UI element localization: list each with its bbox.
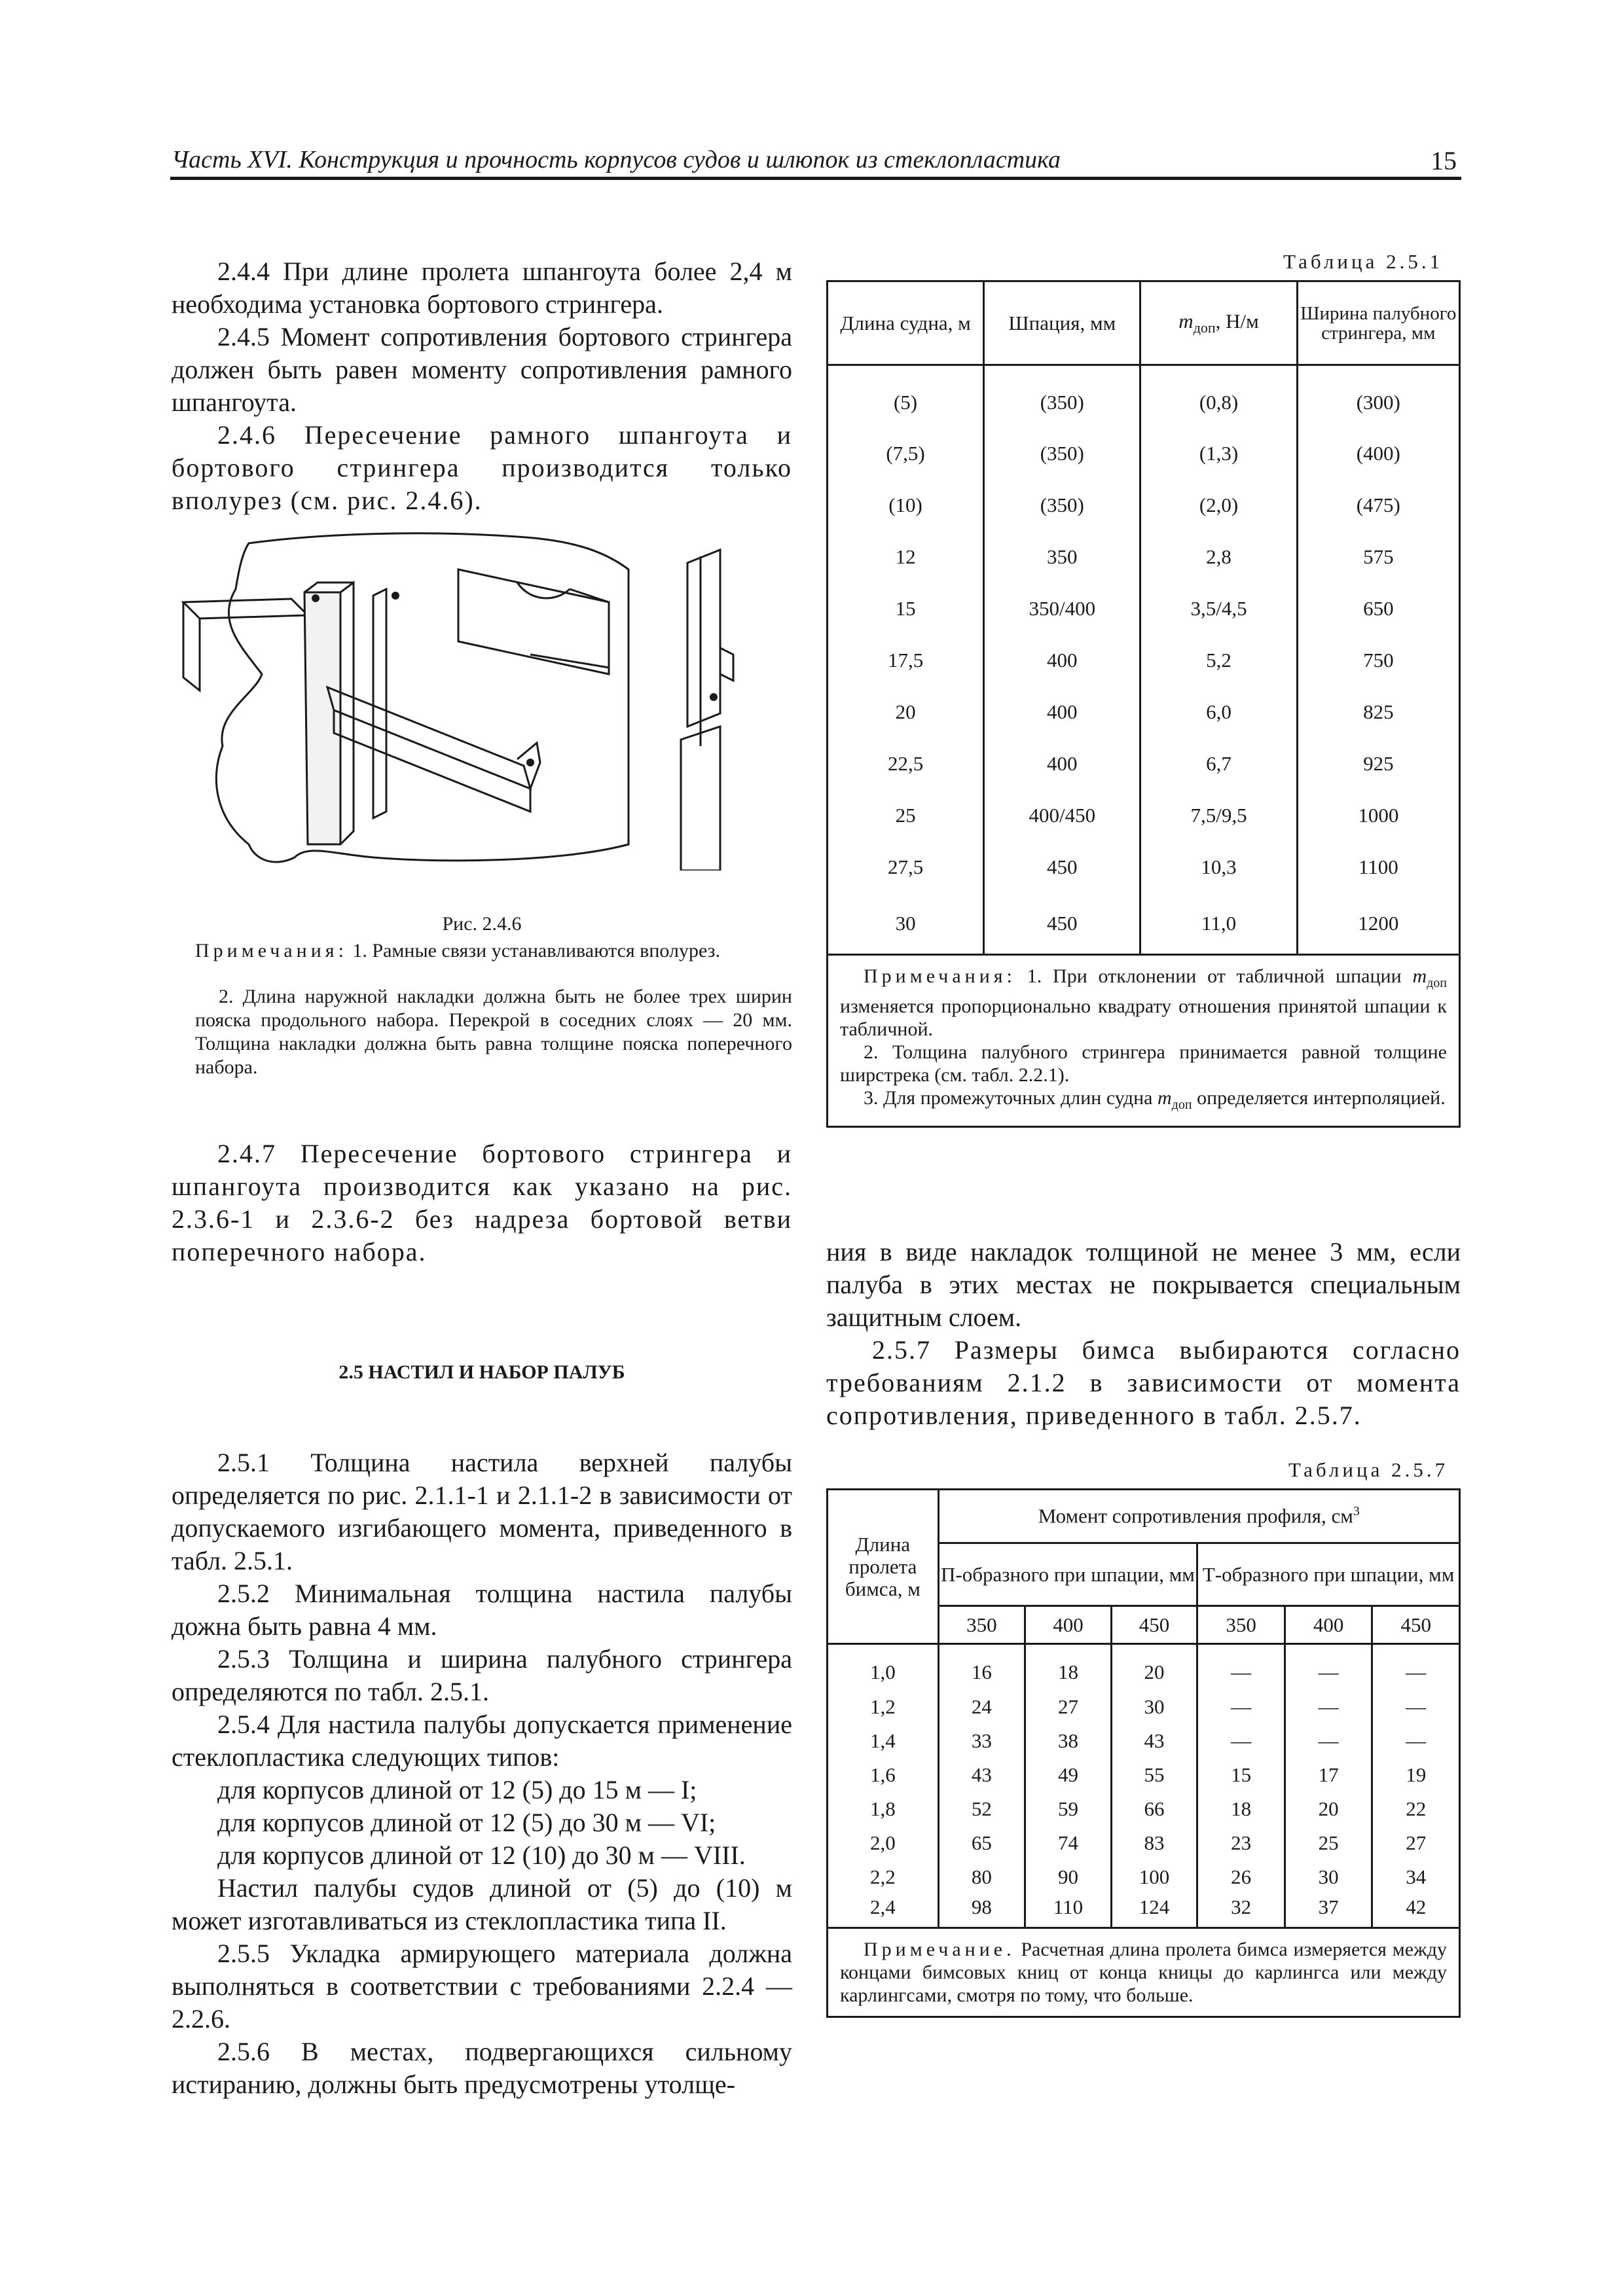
table-cell: 1,8 <box>828 1792 939 1826</box>
para-2-5-1: 2.5.1 Толщина настила верхней палубы определяется по рис. 2.1.1-1 и 2.1.1-2 в зависимости от допускаемого изгибающего момента, приведенного в табл. 2.5.1. <box>172 1448 792 1575</box>
table-cell: 65 <box>938 1826 1025 1860</box>
col-header: Ширина палубного стрингера, мм <box>1297 281 1459 365</box>
table-cell: 49 <box>1025 1758 1112 1792</box>
table-cell: 400 <box>984 687 1140 738</box>
table-cell: 124 <box>1111 1894 1197 1928</box>
table-cell: 52 <box>938 1792 1025 1826</box>
table-cell: 25 <box>1285 1826 1372 1860</box>
table-cell: 1000 <box>1297 790 1459 842</box>
note-1: Примечания: 1. При отклонении от табличной шпации $m_{доп}$ изменяется пропорционально квадрату отношения принятой шпации к табличной. <box>840 965 1447 1040</box>
col-header-length: Длина пролета бимса, м <box>828 1490 939 1644</box>
para-2-5-6-cont: ния в виде накладок толщиной не менее 3 мм, если палуба в этих местах не покрывается специальным защитным слоем. <box>826 1237 1461 1332</box>
table-cell: — <box>1372 1690 1460 1724</box>
para-2-5-2: 2.5.2 Минимальная толщина настила палубы дожна быть равна 4 мм. <box>172 1579 792 1641</box>
table-cell: 15 <box>828 583 984 635</box>
note-2: 2. Толщина палубного стрингера принимается равной толщине ширстрека (см. табл. 2.2.1). <box>840 1041 1447 1086</box>
para-2-5-4: 2.5.4 Для настила палубы допускается применение стеклопластика следующих типов: <box>172 1710 792 1772</box>
table-row <box>828 583 1460 635</box>
table-cell: — <box>1372 1644 1460 1690</box>
table-cell: 23 <box>1197 1826 1285 1860</box>
table-cell: 110 <box>1025 1894 1112 1928</box>
table-row <box>828 1758 1460 1792</box>
table-cell: 400 <box>984 635 1140 687</box>
table-cell: — <box>1285 1724 1372 1758</box>
para-2-5-6: 2.5.6 В местах, подвергающихся сильному истиранию, должны быть предусмотрены утолще- <box>172 2037 792 2099</box>
table-cell: 24 <box>938 1690 1025 1724</box>
table-cell: (300) <box>1297 365 1459 428</box>
table-cell: 30 <box>1285 1860 1372 1894</box>
table-cell: 18 <box>1197 1792 1285 1826</box>
para-2-5-5: 2.5.5 Укладка армирующего материала должна выполняться в соответствии с требованиями 2.2.4 — 2.2.6. <box>172 1939 792 2034</box>
table-cell: 43 <box>938 1758 1025 1792</box>
table-cell: 575 <box>1297 531 1459 583</box>
table-cell: 25 <box>828 790 984 842</box>
para-2-5-3: 2.5.3 Толщина и ширина палубного стрингера определяются по табл. 2.5.1. <box>172 1644 792 1706</box>
table-note-row: Примечание. Расчетная длина пролета бимса измеряется между концами бимсовых книц от конца кницы до карлингса или между карлингсами, смотря по тому, что больше. <box>828 1928 1460 2017</box>
table-cell: 80 <box>938 1860 1025 1894</box>
table-cell: 66 <box>1111 1792 1197 1826</box>
table-cell: 16 <box>938 1644 1025 1690</box>
table-row <box>828 531 1460 583</box>
table-row <box>828 738 1460 790</box>
table-cell: 22,5 <box>828 738 984 790</box>
table-row <box>828 893 1460 955</box>
table-cell: — <box>1197 1724 1285 1758</box>
hull-outline <box>216 533 629 862</box>
table-cell: 30 <box>1111 1690 1197 1724</box>
list-item: для корпусов длиной от 12 (5) до 30 м — VI; <box>217 1808 716 1837</box>
table-row <box>828 790 1460 842</box>
col-header-moment: Момент сопротивления профиля, $см^3$ <box>938 1490 1459 1543</box>
upper-plate <box>458 569 609 674</box>
table-cell: 59 <box>1025 1792 1112 1826</box>
table-cell: 38 <box>1025 1724 1112 1758</box>
figure-note-2: 2. Длина наружной накладки должна быть не более трех ширин пояска продольного набора. Перекрой в соседних слоях — 20 мм. Толщина накладки должна быть равна толщине пояска поперечного набора. <box>195 986 792 1078</box>
para-2-4-4: 2.4.4 При длине пролета шпангоута более 2,4 м необходима установка бортового стрингера. <box>172 257 792 319</box>
table-row <box>828 365 1460 428</box>
table-header-row <box>828 281 1460 365</box>
table-row <box>828 1690 1460 1724</box>
table-cell: (350) <box>984 428 1140 480</box>
table-row <box>828 428 1460 480</box>
table-cell: 6,0 <box>1140 687 1297 738</box>
table-cell: 1,4 <box>828 1724 939 1758</box>
col-header: $m_{доп}$, Н/м <box>1140 281 1297 365</box>
col-header-spacing: 350 <box>1197 1606 1285 1644</box>
table-row <box>828 687 1460 738</box>
table-cell: 1100 <box>1297 842 1459 893</box>
table-cell: 37 <box>1285 1894 1372 1928</box>
table-cell: 90 <box>1025 1860 1112 1894</box>
table-cell: 10,3 <box>1140 842 1297 893</box>
table-cell: 5,2 <box>1140 635 1297 687</box>
table-cell: — <box>1285 1690 1372 1724</box>
table-cell: 18 <box>1025 1644 1112 1690</box>
table-cell: 55 <box>1111 1758 1197 1792</box>
table-row <box>828 1792 1460 1826</box>
table-cell: (10) <box>828 480 984 531</box>
page-number: 15 <box>1431 146 1457 175</box>
para-2-4-7: 2.4.7 Пересечение бортового стрингера и шпангоута производится как указано на рис. 2.3.6-1 и 2.3.6-2 без надреза бортовой ветви поперечного набора. <box>172 1139 792 1266</box>
table-cell: 450 <box>984 893 1140 955</box>
table-cell: — <box>1372 1724 1460 1758</box>
table-cell: 1200 <box>1297 893 1459 955</box>
table-row <box>828 480 1460 531</box>
table-cell: 350/400 <box>984 583 1140 635</box>
table-cell: 650 <box>1297 583 1459 635</box>
table-cell: 1,6 <box>828 1758 939 1792</box>
table-cell: 27 <box>1372 1826 1460 1860</box>
table-row <box>828 1644 1460 1690</box>
table-cell: 15 <box>1197 1758 1285 1792</box>
note-3: 3. Для промежуточных длин судна $m_{доп}$ определяется интерполяцией. <box>864 1086 1446 1112</box>
table-cell: 100 <box>1111 1860 1197 1894</box>
table-2-5-7 <box>826 1488 1461 2018</box>
para-2-4-6: 2.4.6 Пересечение рамного шпангоута и бортового стрингера производится только вполурез (см. рис. 2.4.6). <box>172 420 792 515</box>
table-row <box>828 1724 1460 1758</box>
table-cell: 750 <box>1297 635 1459 687</box>
table-cell: 400/450 <box>984 790 1140 842</box>
table-cell: — <box>1285 1644 1372 1690</box>
table-cell: (5) <box>828 365 984 428</box>
table-cell: (350) <box>984 365 1140 428</box>
header-rule <box>170 177 1461 180</box>
table-row <box>828 1826 1460 1860</box>
table-cell: 17,5 <box>828 635 984 687</box>
para-2-5-4-cont: Настил палубы судов длиной от (5) до (10) м может изготавливаться из стеклопластика типа II. <box>172 1873 792 1935</box>
table-cell: 400 <box>984 738 1140 790</box>
col-header: Шпация, мм <box>984 281 1140 365</box>
col-header-spacing: 400 <box>1285 1606 1372 1644</box>
table-cell: 98 <box>938 1894 1025 1928</box>
longitudinal <box>327 687 530 789</box>
figure-notes: Примечания: 1. Рамные связи устанавливаются вполурез. <box>195 940 721 961</box>
table-cell: 20 <box>1285 1792 1372 1826</box>
table-cell: 32 <box>1197 1894 1285 1928</box>
table-cell: (7,5) <box>828 428 984 480</box>
table-cell: 42 <box>1372 1894 1460 1928</box>
table-cell: 22 <box>1372 1792 1460 1826</box>
table-2-5-1 <box>826 280 1461 1128</box>
table-cell: 27 <box>1025 1690 1112 1724</box>
table-cell: 2,4 <box>828 1894 939 1928</box>
table-cell: (0,8) <box>1140 365 1297 428</box>
table-cell: — <box>1197 1644 1285 1690</box>
col-header-spacing: 350 <box>938 1606 1025 1644</box>
table-cell: — <box>1197 1690 1285 1724</box>
table-cell: 33 <box>938 1724 1025 1758</box>
table-cell: 20 <box>828 687 984 738</box>
table-cell: 7,5/9,5 <box>1140 790 1297 842</box>
table-row <box>828 1860 1460 1894</box>
table-cell: 6,7 <box>1140 738 1297 790</box>
table-row <box>828 635 1460 687</box>
table-cell: (350) <box>984 480 1140 531</box>
table-cell: 17 <box>1285 1758 1372 1792</box>
table-cell: 450 <box>984 842 1140 893</box>
table-cell: 26 <box>1197 1860 1285 1894</box>
table-cell: (475) <box>1297 480 1459 531</box>
table-row <box>828 842 1460 893</box>
col-header: Длина судна, м <box>828 281 984 365</box>
table-cell: 350 <box>984 531 1140 583</box>
table-cell: 2,8 <box>1140 531 1297 583</box>
col-header-pi: П-образного при шпации, мм <box>938 1543 1197 1606</box>
figure-caption: Рис. 2.4.6 <box>442 913 522 935</box>
table-cell: 925 <box>1297 738 1459 790</box>
table-cell: 3,5/4,5 <box>1140 583 1297 635</box>
table-cell: 83 <box>1111 1826 1197 1860</box>
section-heading: 2.5 НАСТИЛ И НАБОР ПАЛУБ <box>338 1361 625 1383</box>
table-cell: 74 <box>1025 1826 1112 1860</box>
table-cell: 12 <box>828 531 984 583</box>
left-stringer <box>183 599 308 691</box>
table-cell: (1,3) <box>1140 428 1297 480</box>
running-header-title: Часть XVI. Конструкция и прочность корпусов судов и шлюпок из стеклопластика <box>172 146 1061 173</box>
table-cell: 2,2 <box>828 1860 939 1894</box>
table-cell: 2,0 <box>828 1826 939 1860</box>
col-header-spacing: 450 <box>1111 1606 1197 1644</box>
list-item: для корпусов длиной от 12 (5) до 15 м — I; <box>217 1775 697 1804</box>
table-cell: (2,0) <box>1140 480 1297 531</box>
figure-2-4-6-drawing <box>177 530 792 870</box>
table-notes-row <box>828 954 1460 1126</box>
table-cell: 43 <box>1111 1724 1197 1758</box>
col-header-spacing: 450 <box>1372 1606 1460 1644</box>
table-cell: 30 <box>828 893 984 955</box>
table-cell: 1,2 <box>828 1690 939 1724</box>
table-cell: 19 <box>1372 1758 1460 1792</box>
table-2-5-7-caption: Таблица 2.5.7 <box>1288 1458 1449 1481</box>
col-header-spacing: 400 <box>1025 1606 1112 1644</box>
frame-web <box>304 592 340 844</box>
detail-plate-bottom <box>681 726 720 870</box>
col-header-t: Т-образного при шпации, мм <box>1197 1543 1460 1606</box>
table-row <box>828 1894 1460 1928</box>
list-item: для корпусов длиной от 12 (10) до 30 м — VIII. <box>217 1840 746 1870</box>
table-cell: 825 <box>1297 687 1459 738</box>
para-2-5-7: 2.5.7 Размеры бимса выбираются согласно требованиям 2.1.2 в зависимости от момента сопротивления, приведенного в табл. 2.5.7. <box>826 1335 1461 1430</box>
table-2-5-1-caption: Таблица 2.5.1 <box>1283 250 1444 273</box>
table-cell: 1,0 <box>828 1644 939 1690</box>
table-cell: (400) <box>1297 428 1459 480</box>
table-cell: 34 <box>1372 1860 1460 1894</box>
para-2-4-5: 2.4.5 Момент сопротивления бортового стрингера должен быть равен моменту сопротивления рамного шпангоута. <box>172 322 792 417</box>
table-cell: 11,0 <box>1140 893 1297 955</box>
table-cell: 20 <box>1111 1644 1197 1690</box>
table-cell: 27,5 <box>828 842 984 893</box>
